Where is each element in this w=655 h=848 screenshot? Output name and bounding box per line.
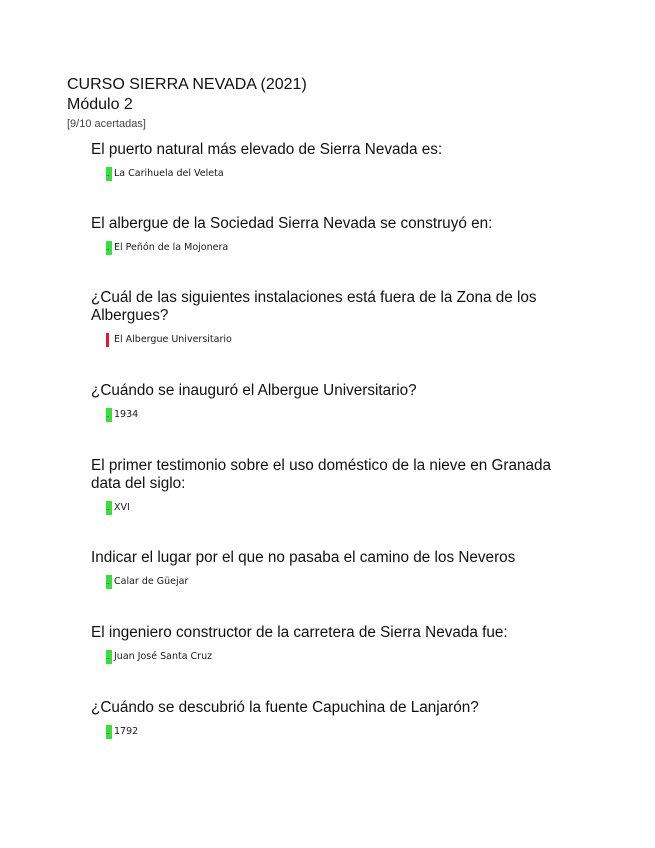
answer-text: XVI — [114, 502, 130, 513]
question-item — [91, 289, 581, 348]
question-text: El ingeniero constructor de la carretera de Sierra Nevada fue: — [91, 624, 508, 641]
answer-row — [106, 500, 581, 516]
question-text: El albergue de la Sociedad Sierra Nevada se construyó en: — [91, 215, 493, 232]
answer-row — [106, 724, 581, 740]
correct-marker-icon — [106, 575, 112, 589]
correct-marker-icon — [106, 501, 112, 515]
question-text: El puerto natural más elevado de Sierra Nevada es: — [91, 141, 443, 158]
incorrect-marker-icon — [106, 333, 109, 347]
answer-row — [106, 574, 581, 590]
document-header — [67, 75, 307, 131]
answer-text: 1792 — [114, 726, 139, 737]
question-item — [91, 215, 581, 256]
answer-text: La Carihuela del Veleta — [114, 168, 224, 179]
answer-row — [106, 166, 581, 182]
question-text: ¿Cuándo se descubrió la fuente Capuchina de Lanjarón? — [91, 699, 479, 716]
score-summary: [9/10 acertadas] — [67, 118, 146, 130]
answer-text: El Peñón de la Mojonera — [114, 242, 229, 253]
answer-row — [106, 240, 581, 256]
correct-marker-icon — [106, 241, 112, 255]
correct-marker-icon — [106, 408, 112, 422]
module-title: Módulo 2 — [67, 96, 133, 113]
correct-marker-icon — [106, 167, 112, 181]
question-item — [91, 549, 581, 590]
question-item — [91, 382, 581, 423]
answer-text: Juan José Santa Cruz — [114, 651, 213, 662]
question-item — [91, 699, 581, 740]
question-item — [91, 457, 581, 516]
question-text: El primer testimonio sobre el uso doméstico de la nieve en Granada data del siglo: — [91, 457, 551, 492]
question-text: ¿Cuándo se inauguró el Albergue Universitario? — [91, 382, 417, 399]
answer-text: 1934 — [114, 409, 139, 420]
correct-marker-icon — [106, 725, 112, 739]
course-title: CURSO SIERRA NEVADA (2021) — [67, 76, 307, 93]
question-item — [91, 141, 581, 182]
question-text: ¿Cuál de las siguientes instalaciones está fuera de la Zona de los Albergues? — [91, 289, 537, 324]
correct-marker-icon — [106, 650, 112, 664]
answer-text: Calar de Güejar — [114, 576, 189, 587]
answer-row — [106, 649, 581, 665]
question-text: Indicar el lugar por el que no pasaba el camino de los Neveros — [91, 549, 516, 566]
question-item — [91, 624, 581, 665]
answer-text: El Albergue Universitario — [114, 334, 232, 345]
answer-row — [106, 332, 581, 348]
answer-row — [106, 407, 581, 423]
